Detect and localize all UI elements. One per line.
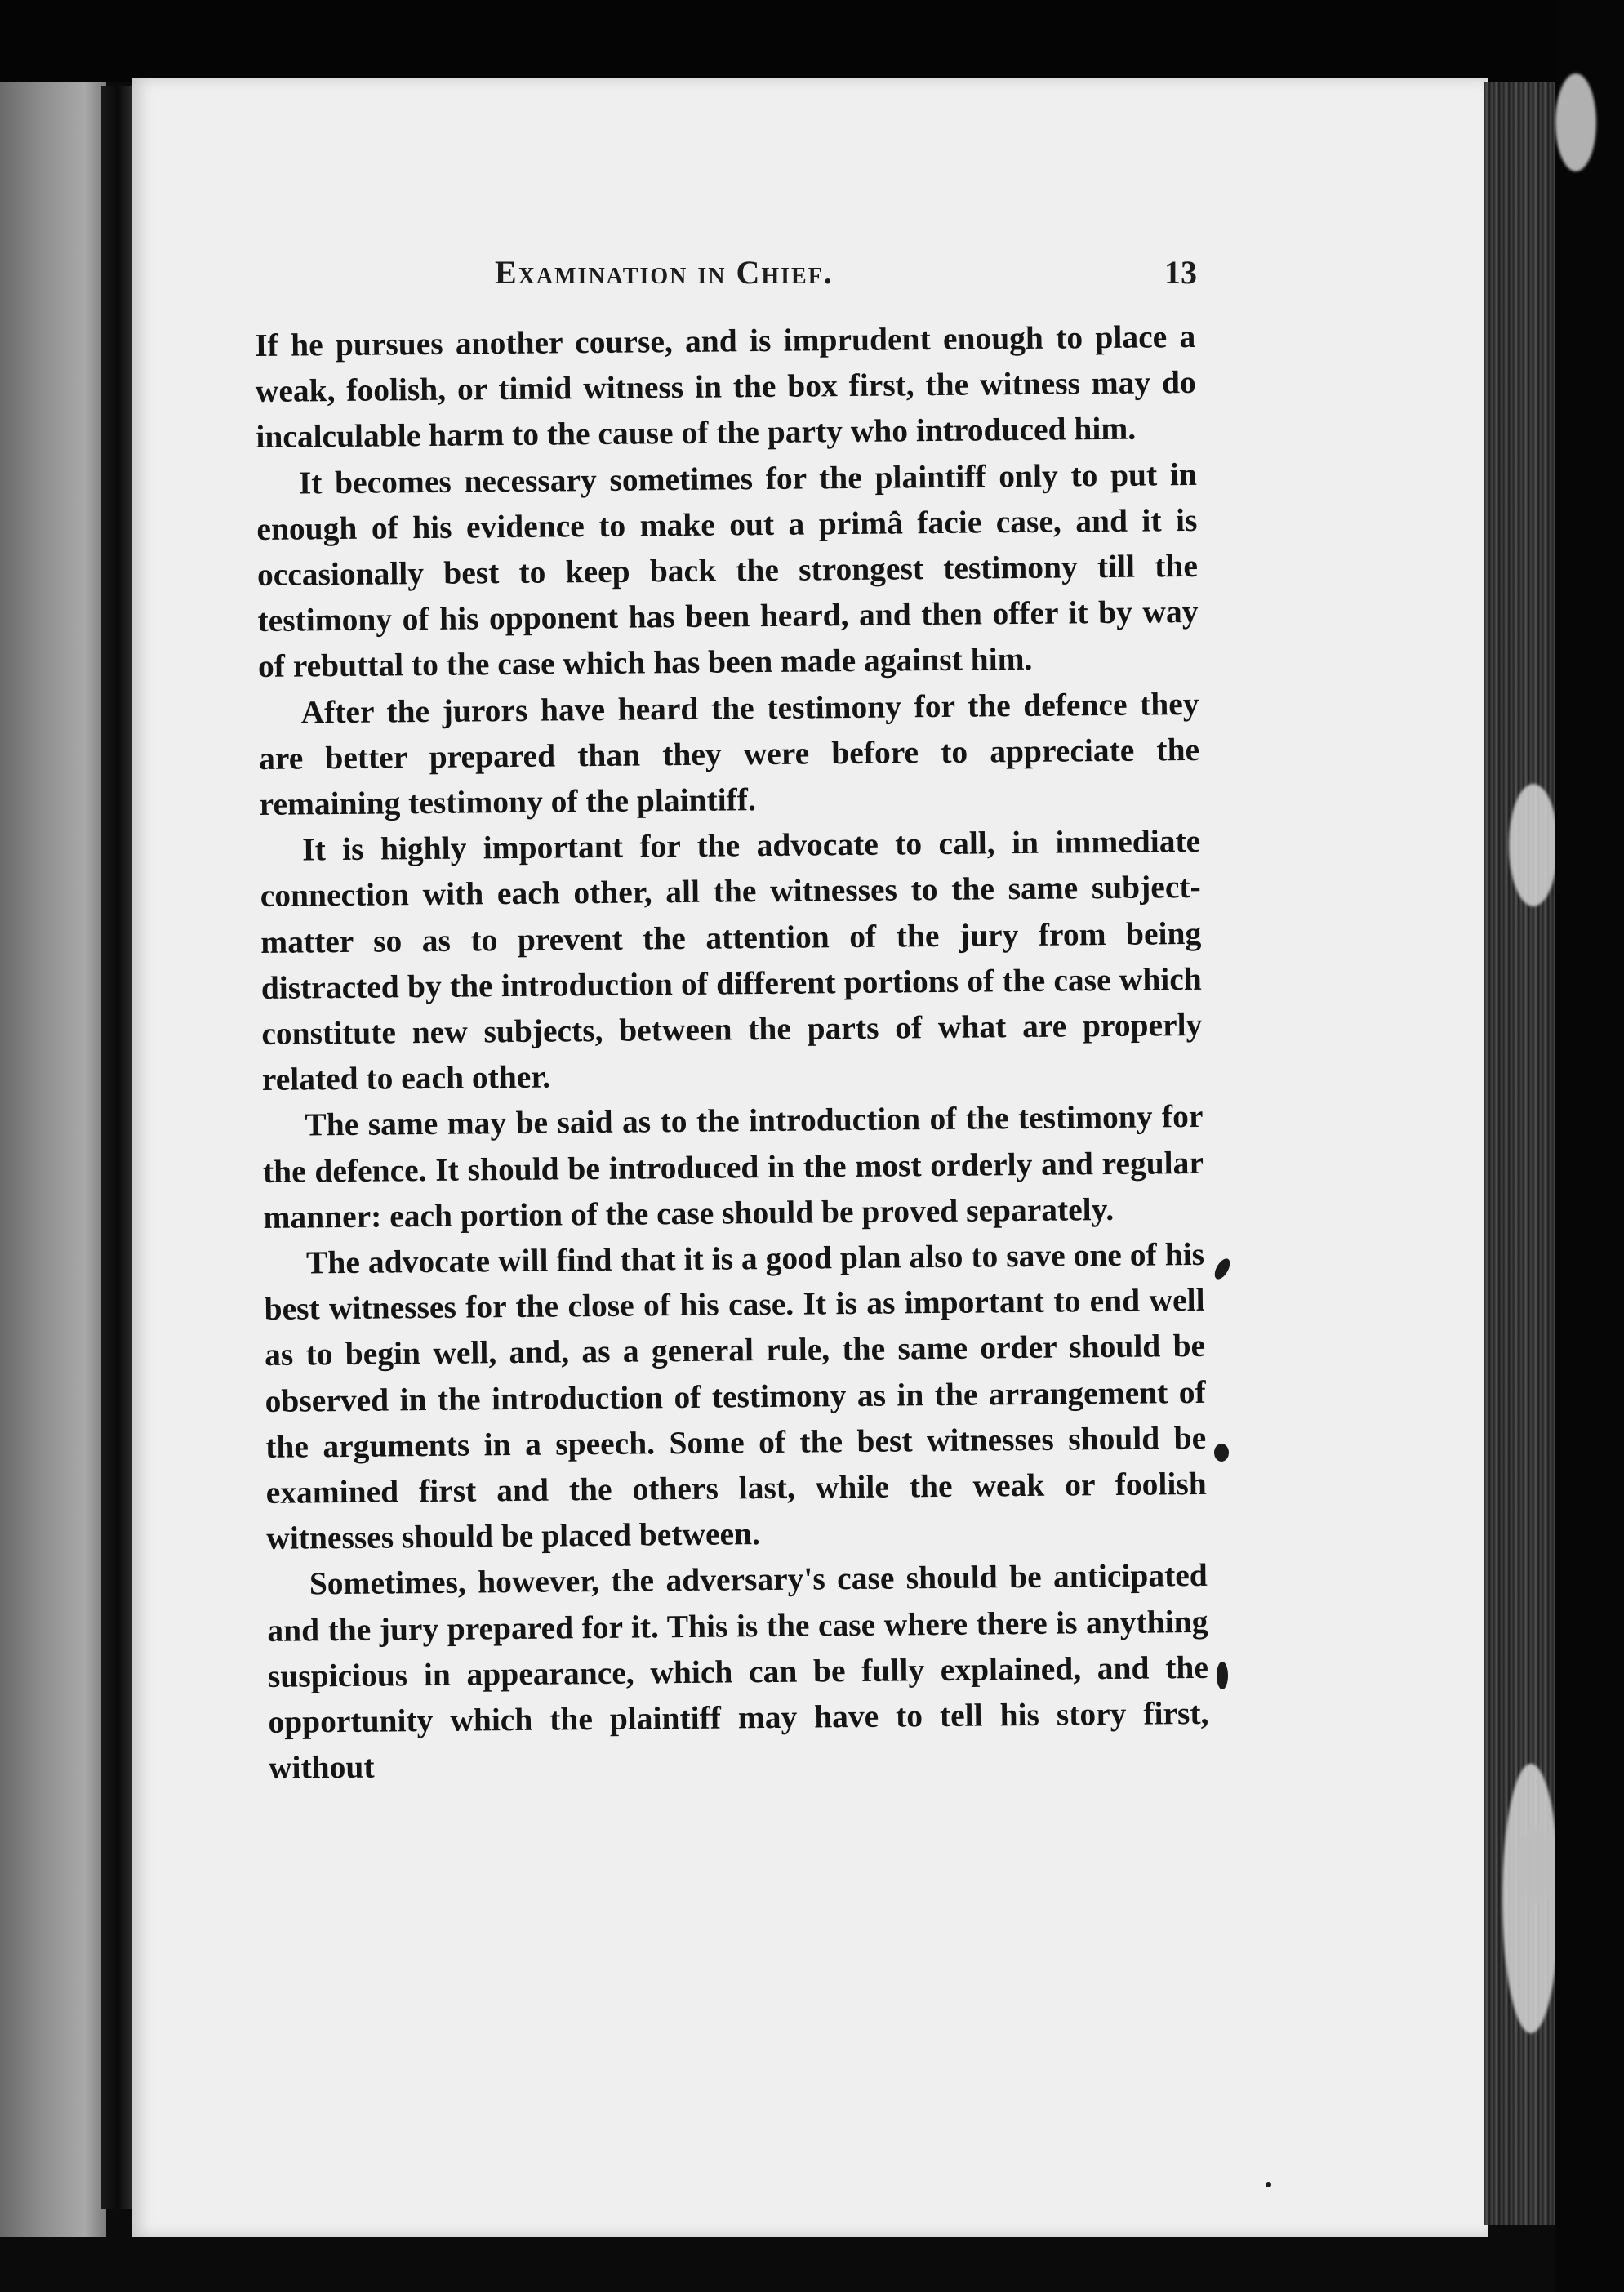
right-page-edges [1484, 82, 1558, 2225]
ink-blot [1266, 2182, 1271, 2187]
edge-stain [1555, 73, 1596, 171]
running-head: Examination in Chief. [495, 254, 834, 291]
ink-blot [1217, 1662, 1228, 1689]
scan-top-border [0, 0, 1624, 82]
edge-stain [1509, 784, 1558, 906]
paragraph: The same may be said as to the introduction of the testimony for the defence. It should be introduced in the most orderly and regular manner: each portion of the case should be proved separately. [262, 1098, 1204, 1235]
page-header [495, 253, 1197, 302]
scan-right-border [1555, 0, 1624, 2292]
left-page-edge [0, 82, 106, 2237]
page-number: 13 [1164, 254, 1197, 291]
ink-blot [1214, 1444, 1229, 1462]
paragraph: If he pursues another course, and is imprudent enough to place a weak, foolish, or timid witness in the box first, the witness may do incalculable harm to the cause of the party who introduced him. [255, 318, 1196, 456]
paragraph: After the jurors have heard the testimony for the defence they are better prepared than they were before to appreciate the remaining testimony of the plaintiff. [258, 685, 1200, 823]
edge-stain [1517, 1829, 1558, 1903]
book-gutter [101, 86, 134, 2209]
body-text [255, 314, 1209, 1791]
paragraph: It becomes necessary sometimes for the plaintiff only to put in enough of his evidence to make out a primâ facie case, and it is occasionally best to keep back the strongest testimony till the testimony of his opponent has been heard, and then offer it by way of rebuttal to the case which has been made against him. [256, 456, 1199, 685]
paragraph: It is highly important for the advocate to call, in immediate connection with each other, all the witnesses to the same subject-matter so as to prevent the attention of the jury from being distracted by the introduction of different portions of the case which constitute new subjects, between the parts of what are properly related to each other. [260, 823, 1203, 1098]
paragraph: The advocate will find that it is a good plan also to save one of his best witnesses for the close of his case. It is as important to end well as to begin well, and, as a general rule, the same order should be observed in the introduction of testimony as in the arrangement of the arguments in a speech. Some of the best witnesses should be examined first and the others last, while the weak or foolish witnesses should be placed between. [264, 1235, 1207, 1557]
paragraph: Sometimes, however, the adversary's case should be anticipated and the jury prepared for it. This is the case where there is anything suspicious in appearance, which can be fully explained, and the opportunity which the plaintiff may have to tell his story first, without [267, 1557, 1209, 1787]
